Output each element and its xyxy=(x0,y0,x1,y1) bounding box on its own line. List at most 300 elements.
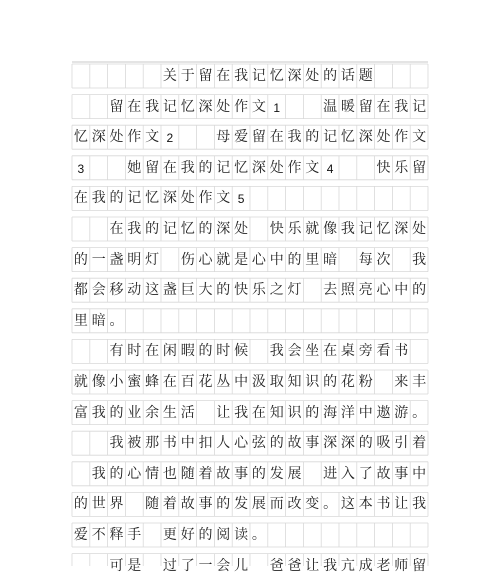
title-char xyxy=(143,64,161,88)
grid-cell xyxy=(321,309,339,333)
grid-cell xyxy=(250,186,268,210)
grid-cell: 爸 xyxy=(269,557,284,574)
grid-cell: 忆 xyxy=(180,221,195,237)
grid-cell: 引 xyxy=(394,435,409,452)
grid-cell xyxy=(375,309,393,333)
grid-cell xyxy=(303,186,321,210)
grid-cell: 里 xyxy=(73,312,88,329)
grid-cell: 像 xyxy=(323,221,338,237)
text-row xyxy=(72,248,428,272)
grid-cell: 展 xyxy=(251,496,266,513)
grid-cell: 事 xyxy=(394,465,409,482)
grid-cell: 乐 xyxy=(251,282,266,299)
text-row xyxy=(72,401,428,425)
grid-cell xyxy=(286,186,304,210)
grid-cell: 中 xyxy=(180,435,195,452)
grid-cell: 盏 xyxy=(162,282,177,299)
grid-cell xyxy=(392,309,410,333)
grid-cell xyxy=(392,186,410,210)
grid-cell: 文 xyxy=(216,190,231,207)
title-char: 我 xyxy=(234,68,249,84)
grid-cell xyxy=(339,523,357,547)
grid-cell xyxy=(357,186,375,210)
grid-cell: 遨 xyxy=(376,404,391,421)
grid-cell: 我 xyxy=(287,129,302,146)
grid-cell: 好 xyxy=(180,527,195,543)
title-char xyxy=(410,64,428,88)
grid-cell: 游 xyxy=(394,404,409,421)
grid-cell: 旁 xyxy=(358,343,373,360)
grid-cell: 处 xyxy=(234,221,249,237)
grid-cell: 丰 xyxy=(412,374,427,390)
grid-cell: 深 xyxy=(358,129,373,146)
grid-cell: 的 xyxy=(358,435,373,452)
grid-cell: 我 xyxy=(412,251,427,268)
grid-cell: 快 xyxy=(376,159,391,176)
grid-cell: 候 xyxy=(234,343,249,360)
grid-cell: 汲 xyxy=(251,374,266,390)
grid-cell xyxy=(339,248,357,272)
grid-cell xyxy=(72,339,90,363)
grid-cell: 巨 xyxy=(180,282,195,299)
grid-cell: 发 xyxy=(234,496,249,513)
grid-cell: 记 xyxy=(162,98,177,115)
grid-cell: 去 xyxy=(323,282,338,299)
grid-cell: 余 xyxy=(145,404,160,421)
grid-cell: 了 xyxy=(180,557,195,574)
grid-cell: 我 xyxy=(340,221,355,237)
text-row xyxy=(72,125,428,149)
grid-cell: 这 xyxy=(145,282,160,299)
grid-cell: 手 xyxy=(127,527,142,543)
grid-cell xyxy=(72,431,90,455)
grid-cell: 让 xyxy=(394,496,409,513)
grid-cell: 释 xyxy=(109,527,124,543)
title-char: 深 xyxy=(287,68,302,84)
grid-cell: 的 xyxy=(145,221,160,237)
grid-cell: 中 xyxy=(412,465,427,482)
grid-cell xyxy=(357,156,375,180)
grid-cell: 海 xyxy=(323,404,338,421)
grid-cell xyxy=(268,523,286,547)
grid-cell: 处 xyxy=(376,129,391,146)
grid-cell: 伤 xyxy=(180,251,195,268)
grid-cell: 我 xyxy=(234,404,249,421)
grid-cell: 业 xyxy=(127,404,142,421)
grid-cell: 弦 xyxy=(251,435,266,452)
grid-cell: 暗 xyxy=(91,312,106,329)
grid-cell xyxy=(286,523,304,547)
grid-cell: 儿 xyxy=(234,557,249,574)
grid-cell xyxy=(303,95,321,119)
grid-cell xyxy=(392,248,410,272)
grid-cell: 百 xyxy=(180,374,195,390)
title-char: 话 xyxy=(340,68,355,84)
grid-cell xyxy=(143,523,161,547)
grid-cell: 着 xyxy=(162,496,177,513)
grid-cell: 。 xyxy=(323,496,338,513)
grid-cell xyxy=(410,186,428,210)
grid-cell: 这 xyxy=(340,496,355,513)
grid-cell xyxy=(321,523,339,547)
grid-cell: 故 xyxy=(376,465,391,482)
grid-cell: 深 xyxy=(216,221,231,237)
text-row xyxy=(72,186,428,210)
grid-cell: 作 xyxy=(234,98,249,115)
title-char: 记 xyxy=(251,68,266,84)
grid-cell: 吸 xyxy=(376,435,391,452)
grid-cell: 我 xyxy=(127,221,142,237)
text-row xyxy=(72,339,428,363)
grid-cell xyxy=(90,217,108,241)
grid-cell: 深 xyxy=(198,98,213,115)
text-row xyxy=(72,523,428,547)
grid-cell: 灯 xyxy=(145,251,160,268)
grid-cell: 留 xyxy=(412,557,427,574)
grid-cell: 桌 xyxy=(340,343,355,360)
grid-cell: 我 xyxy=(91,190,106,207)
title-row xyxy=(72,64,428,88)
grid-cell xyxy=(179,309,197,333)
grid-cell: 文 xyxy=(145,129,160,146)
grid-cell: 改 xyxy=(287,496,302,513)
grid-cell: 界 xyxy=(109,496,124,513)
grid-cell: 我 xyxy=(269,343,284,360)
grid-cell: 不 xyxy=(91,527,106,543)
grid-cell: 的 xyxy=(251,465,266,482)
grid-cell: 每 xyxy=(358,251,373,268)
grid-cell xyxy=(161,248,179,272)
title-char: 于 xyxy=(180,68,195,84)
grid-cell: 忆 xyxy=(145,190,160,207)
grid-cell xyxy=(250,217,268,241)
grid-cell: 了 xyxy=(358,465,373,482)
grid-cell: 爱 xyxy=(234,129,249,146)
grid-cell: 看 xyxy=(376,343,391,360)
grid-cell: 我 xyxy=(323,557,338,574)
grid-cell: 爸 xyxy=(287,557,302,574)
grid-cell: 更 xyxy=(162,527,177,543)
grid-cell: 深 xyxy=(162,190,177,207)
grid-cell: 洋 xyxy=(340,404,355,421)
grid-cell: 扣 xyxy=(198,435,213,452)
grid-cell: 心 xyxy=(376,282,391,299)
grid-cell: 的 xyxy=(216,282,231,299)
grid-cell: 文 xyxy=(412,129,427,146)
grid-cell: 深 xyxy=(323,435,338,452)
grid-cell: 在 xyxy=(162,374,177,390)
grid-cell: 深 xyxy=(340,435,355,452)
grid-cell: 读 xyxy=(234,527,249,543)
grid-cell xyxy=(286,309,304,333)
grid-cell: 在 xyxy=(109,221,124,237)
grid-cell: 明 xyxy=(127,251,142,268)
title-char: 关 xyxy=(162,68,177,84)
title-char xyxy=(375,64,393,88)
text-row xyxy=(72,431,428,455)
text-row xyxy=(72,156,428,180)
grid-cell xyxy=(250,309,268,333)
grid-cell: 进 xyxy=(323,465,338,482)
grid-cell: 4 xyxy=(326,161,334,176)
grid-cell xyxy=(339,309,357,333)
grid-cell: 忆 xyxy=(234,159,249,176)
grid-cell: 乐 xyxy=(394,159,409,176)
grid-cell: 的 xyxy=(73,251,88,268)
grid-cell: 在 xyxy=(162,159,177,176)
grid-cell: 。 xyxy=(412,404,427,421)
grid-cell: 照 xyxy=(340,282,355,299)
grid-cell: 事 xyxy=(234,465,249,482)
grid-cell: 文 xyxy=(305,159,320,176)
grid-cell: 世 xyxy=(91,496,106,513)
grid-cell: 事 xyxy=(305,435,320,452)
grid-cell: 富 xyxy=(73,404,88,421)
grid-cell: 有 xyxy=(109,343,124,360)
grid-cell xyxy=(179,125,197,149)
grid-cell: 心 xyxy=(127,465,142,482)
grid-cell xyxy=(268,309,286,333)
grid-cell: 在 xyxy=(127,98,142,115)
grid-cell: 故 xyxy=(180,496,195,513)
grid-cell: 留 xyxy=(358,98,373,115)
title-char xyxy=(72,64,90,88)
grid-cell: 大 xyxy=(198,282,213,299)
grid-cell: 作 xyxy=(198,190,213,207)
grid-cell xyxy=(375,523,393,547)
grid-cell xyxy=(250,339,268,363)
grid-cell: 在 xyxy=(323,343,338,360)
grid-cell: 处 xyxy=(412,221,427,237)
grid-cell: 中 xyxy=(269,251,284,268)
grid-cell: 随 xyxy=(180,465,195,482)
grid-cell xyxy=(90,431,108,455)
grid-cell: 5 xyxy=(237,192,245,207)
grid-cell: 暗 xyxy=(323,251,338,268)
grid-cell xyxy=(125,309,143,333)
grid-cell: 入 xyxy=(340,465,355,482)
grid-cell: 就 xyxy=(216,251,231,268)
grid-cell: 生 xyxy=(162,404,177,421)
grid-cell: 的 xyxy=(198,527,213,543)
grid-cell: 而 xyxy=(269,496,284,513)
grid-cell: 花 xyxy=(198,374,213,390)
grid-cell: 的 xyxy=(412,282,427,299)
grid-cell: 坐 xyxy=(305,343,320,360)
text-row xyxy=(72,217,428,241)
grid-cell: 闲 xyxy=(162,343,177,360)
grid-cell: 来 xyxy=(394,374,409,390)
grid-cell: 我 xyxy=(180,159,195,176)
grid-cell: 我 xyxy=(145,98,160,115)
grid-cell: 随 xyxy=(145,496,160,513)
title-char: 留 xyxy=(198,68,213,84)
grid-cell: 心 xyxy=(234,435,249,452)
grid-cell xyxy=(286,95,304,119)
grid-cell: 取 xyxy=(269,374,284,390)
grid-cell: 让 xyxy=(305,557,320,574)
text-row xyxy=(72,370,428,394)
grid-cell: 忆 xyxy=(376,221,391,237)
grid-cell: 记 xyxy=(127,190,142,207)
grid-cell: 知 xyxy=(287,374,302,390)
grid-cell: 蜜 xyxy=(127,374,142,390)
grid-cell: 书 xyxy=(394,343,409,360)
grid-cell: 时 xyxy=(216,343,231,360)
grid-cell: 故 xyxy=(287,435,302,452)
grid-cell: 师 xyxy=(394,557,409,574)
grid-cell: 温 xyxy=(323,98,338,115)
grid-cell: 3 xyxy=(77,161,85,176)
grid-cell: 亢 xyxy=(340,557,355,574)
grid-cell: 成 xyxy=(358,557,373,574)
grid-cell: 盏 xyxy=(109,251,124,268)
grid-cell: 识 xyxy=(287,404,302,421)
grid-cell: 作 xyxy=(287,159,302,176)
grid-cell: 变 xyxy=(305,496,320,513)
grid-cell: 在 xyxy=(269,129,284,146)
title-char xyxy=(125,64,143,88)
grid-cell xyxy=(303,462,321,486)
grid-cell: 识 xyxy=(305,374,320,390)
grid-cell xyxy=(303,278,321,302)
grid-cell: 会 xyxy=(91,282,106,299)
grid-cell xyxy=(303,523,321,547)
grid-cell: 会 xyxy=(216,557,231,574)
grid-cell: 暇 xyxy=(180,343,195,360)
grid-cell: 花 xyxy=(340,374,355,390)
grid-cell: 的 xyxy=(287,251,302,268)
grid-cell: 记 xyxy=(323,129,338,146)
grid-cell xyxy=(214,309,232,333)
grid-cell: 留 xyxy=(145,159,160,176)
grid-cell: 留 xyxy=(412,159,427,176)
grid-cell: 中 xyxy=(358,404,373,421)
grid-cell xyxy=(90,95,108,119)
grid-cell: 故 xyxy=(216,465,231,482)
grid-cell: 发 xyxy=(269,465,284,482)
grid-cell: 在 xyxy=(376,98,391,115)
grid-cell xyxy=(392,523,410,547)
grid-cell xyxy=(375,186,393,210)
grid-cell: 我 xyxy=(109,435,124,452)
title-char xyxy=(392,64,410,88)
grid-cell: 让 xyxy=(216,404,231,421)
grid-cell: 乐 xyxy=(287,221,302,237)
grid-cell: 在 xyxy=(251,404,266,421)
grid-cell: 本 xyxy=(358,496,373,513)
title-char xyxy=(108,64,126,88)
grid-cell: 着 xyxy=(198,465,213,482)
grid-cell: 事 xyxy=(198,496,213,513)
grid-cell: 着 xyxy=(412,435,427,452)
grid-cell: 中 xyxy=(234,374,249,390)
grid-cell xyxy=(90,339,108,363)
grid-cell xyxy=(410,523,428,547)
grid-cell: 文 xyxy=(251,98,266,115)
grid-cell: 粉 xyxy=(358,374,373,390)
grid-cell: 过 xyxy=(162,557,177,574)
title-char: 处 xyxy=(305,68,320,84)
grid-cell: 书 xyxy=(376,496,391,513)
grid-cell: 会 xyxy=(287,343,302,360)
grid-cell: 就 xyxy=(73,374,88,390)
grid-cell: 一 xyxy=(198,557,213,574)
grid-cell: 我 xyxy=(91,465,106,482)
grid-cell: 快 xyxy=(234,282,249,299)
grid-cell: 处 xyxy=(109,129,124,146)
grid-cell: 的 xyxy=(198,221,213,237)
grid-cell xyxy=(125,492,143,516)
grid-cell: 丛 xyxy=(216,374,231,390)
grid-cell xyxy=(72,462,90,486)
grid-cell xyxy=(357,523,375,547)
grid-cell: 老 xyxy=(376,557,391,574)
grid-cell: 是 xyxy=(127,557,142,574)
grid-cell: 的 xyxy=(109,404,124,421)
grid-cell: 时 xyxy=(127,343,142,360)
grid-cell xyxy=(108,156,126,180)
grid-cell: 留 xyxy=(251,129,266,146)
grid-cell: 我 xyxy=(394,98,409,115)
grid-cell: 人 xyxy=(216,435,231,452)
grid-cell xyxy=(375,370,393,394)
grid-cell: 2 xyxy=(166,131,174,146)
grid-cell: 处 xyxy=(216,98,231,115)
grid-cell: 的 xyxy=(73,496,88,513)
grid-cell xyxy=(197,401,215,425)
grid-cell: 母 xyxy=(216,129,231,146)
grid-cell: 里 xyxy=(305,251,320,268)
grid-cell: 我 xyxy=(412,496,427,513)
grid-cell: 忆 xyxy=(340,129,355,146)
grid-cell: 阅 xyxy=(216,527,231,543)
grid-cell: 像 xyxy=(91,374,106,390)
grid-cell: 处 xyxy=(269,159,284,176)
grid-cell xyxy=(72,95,90,119)
grid-cell xyxy=(268,186,286,210)
grid-cell: 次 xyxy=(376,251,391,268)
title-char xyxy=(90,64,108,88)
grid-cell: 都 xyxy=(73,282,88,299)
grid-cell: 的 xyxy=(305,129,320,146)
grid-cell xyxy=(357,309,375,333)
grid-cell: 的 xyxy=(216,496,231,513)
grid-cell: 作 xyxy=(394,129,409,146)
grid-cell: 小 xyxy=(109,374,124,390)
grid-cell: 作 xyxy=(127,129,142,146)
grid-cell: 就 xyxy=(305,221,320,237)
grid-cell xyxy=(321,186,339,210)
grid-cell: 动 xyxy=(127,282,142,299)
title-char: 在 xyxy=(216,68,231,84)
grid-cell: 的 xyxy=(305,404,320,421)
grid-cell: 是 xyxy=(234,251,249,268)
grid-cell: 心 xyxy=(251,251,266,268)
grid-cell xyxy=(197,309,215,333)
grid-cell: 中 xyxy=(394,282,409,299)
grid-cell: 蜂 xyxy=(145,374,160,390)
grid-cell: 深 xyxy=(394,221,409,237)
grid-cell: 。 xyxy=(109,312,124,329)
grid-cell: 记 xyxy=(216,159,231,176)
grid-cell: 情 xyxy=(145,465,160,482)
grid-cell: 也 xyxy=(162,465,177,482)
text-row xyxy=(72,492,428,516)
grid-cell: 忆 xyxy=(180,98,195,115)
grid-cell: 记 xyxy=(162,221,177,237)
grid-cell xyxy=(232,309,250,333)
